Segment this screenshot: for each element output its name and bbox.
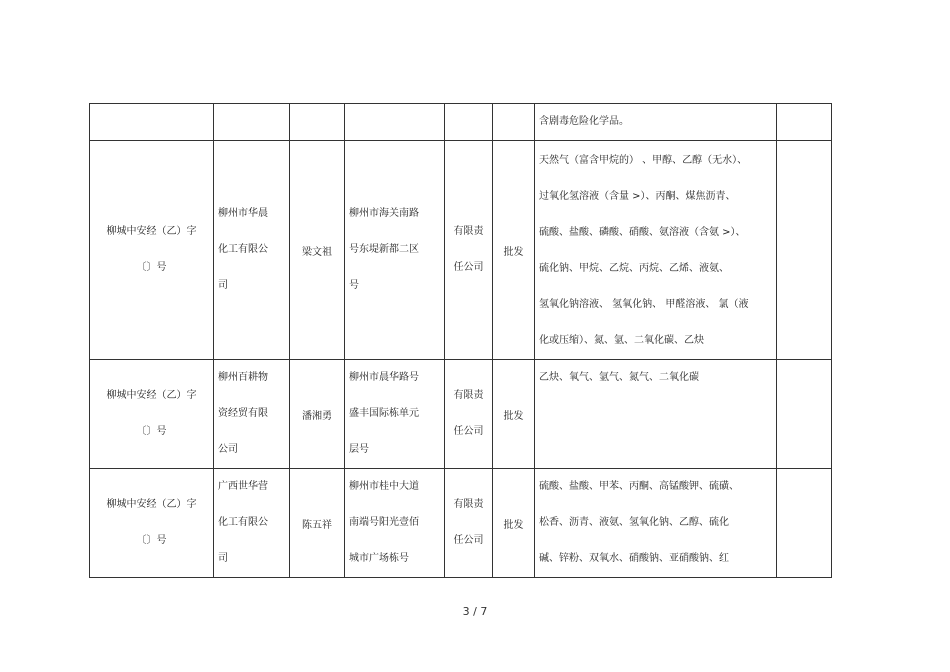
address-cell-line: 盛丰国际栋单元 bbox=[349, 408, 419, 419]
enterprise-type-cell bbox=[445, 141, 493, 360]
remark-cell bbox=[777, 469, 832, 578]
company-name-cell-line: 公司 bbox=[218, 444, 238, 455]
enterprise-type-cell-line: 任公司 bbox=[453, 535, 484, 546]
enterprise-type-cell bbox=[445, 104, 493, 141]
remark-cell bbox=[777, 104, 832, 141]
address-cell bbox=[345, 104, 445, 141]
company-name-cell bbox=[214, 469, 290, 578]
business-scope-cell-line: 硫酸、盐酸、磷酸、硝酸、氨溶液（含氨 >）、 bbox=[539, 227, 746, 238]
legal-person-cell: 潘湘勇 bbox=[290, 360, 345, 469]
enterprise-type-cell-line: 有限责 bbox=[453, 390, 484, 401]
address-cell-line: 号东堤新都二区 bbox=[349, 244, 419, 255]
address-cell-line: 层号 bbox=[349, 444, 369, 455]
business-scope-cell-line: 氢氧化钠溶液、 氢氧化钠、 甲醛溶液、 氯（液 bbox=[539, 299, 749, 310]
legal-person-cell: 陈五祥 bbox=[290, 469, 345, 578]
cert-number-cell-line: 〔〕号 bbox=[136, 535, 167, 546]
table-row bbox=[90, 360, 832, 469]
cert-number-cell-line: 〔〕号 bbox=[136, 262, 167, 273]
address-cell bbox=[345, 141, 445, 360]
business-scope-cell-line: 松香、沥青、液氨、氢氧化钠、乙醇、硫化 bbox=[539, 517, 729, 528]
table-row bbox=[90, 104, 832, 141]
cert-number-cell-line: 〔〕号 bbox=[136, 426, 167, 437]
address-cell-line: 柳州市晨华路号 bbox=[349, 372, 419, 383]
enterprise-type-cell-line: 任公司 bbox=[453, 262, 484, 273]
business-scope-cell bbox=[535, 104, 777, 141]
cert-number-cell-line: 柳城中安经（乙）字 bbox=[106, 499, 197, 510]
business-mode-cell: 批发 bbox=[493, 469, 535, 578]
business-scope-cell bbox=[535, 469, 777, 578]
business-scope-cell-line: 含剧毒危险化学品。 bbox=[539, 116, 629, 127]
cert-number-cell bbox=[90, 469, 214, 578]
business-mode-cell: 批发 bbox=[493, 141, 535, 360]
enterprise-type-cell-line: 任公司 bbox=[453, 426, 484, 437]
company-name-cell-line: 司 bbox=[218, 553, 228, 564]
business-scope-cell bbox=[535, 360, 777, 469]
remark-cell bbox=[777, 360, 832, 469]
enterprise-type-cell-line: 有限责 bbox=[453, 226, 484, 237]
address-cell-line: 南端号阳光壹佰 bbox=[349, 517, 419, 528]
legal-person-cell: 梁文祖 bbox=[290, 141, 345, 360]
address-cell bbox=[345, 469, 445, 578]
cert-number-cell bbox=[90, 104, 214, 141]
business-scope-cell-line: 天然气（富含甲烷的） 、甲醇、乙醇（无水）、 bbox=[539, 155, 748, 166]
legal-person-cell bbox=[290, 104, 345, 141]
address-cell bbox=[345, 360, 445, 469]
company-name-cell bbox=[214, 104, 290, 141]
company-name-cell-line: 化工有限公 bbox=[218, 244, 268, 255]
address-cell-line: 号 bbox=[349, 280, 359, 291]
address-cell-line: 柳州市桂中大道 bbox=[349, 481, 419, 492]
company-name-cell-line: 化工有限公 bbox=[218, 517, 268, 528]
company-name-cell-line: 司 bbox=[218, 280, 228, 291]
company-name-cell-line: 柳州百耕物 bbox=[218, 372, 268, 383]
enterprise-type-cell bbox=[445, 360, 493, 469]
remark-cell bbox=[777, 141, 832, 360]
enterprise-type-cell bbox=[445, 469, 493, 578]
cert-number-cell-line: 柳城中安经（乙）字 bbox=[106, 226, 197, 237]
address-cell-line: 柳州市海关南路 bbox=[349, 208, 419, 219]
company-name-cell-line: 广西世华营 bbox=[218, 481, 268, 492]
cert-number-cell bbox=[90, 360, 214, 469]
business-scope-cell-line: 碱、锌粉、双氧水、硝酸钠、亚硝酸钠、红 bbox=[539, 553, 729, 564]
table-row bbox=[90, 141, 832, 360]
cert-number-cell bbox=[90, 141, 214, 360]
company-name-cell bbox=[214, 360, 290, 469]
company-name-cell-line: 柳州市华晨 bbox=[218, 208, 268, 219]
company-name-cell-line: 资经贸有限 bbox=[218, 408, 268, 419]
table-row bbox=[90, 469, 832, 578]
business-scope-cell-line: 硫化钠、甲烷、乙烷、丙烷、乙烯、液氨、 bbox=[539, 263, 729, 274]
business-scope-cell bbox=[535, 141, 777, 360]
business-scope-cell-line: 过氧化氢溶液（含量 >）、丙酮、煤焦沥青、 bbox=[539, 191, 736, 202]
business-scope-cell-line: 化或压缩）、氮、氩、二氧化碳、乙炔 bbox=[539, 335, 704, 346]
company-name-cell bbox=[214, 141, 290, 360]
business-scope-cell-line: 乙炔、氧气、氩气、氮气、二氧化碳 bbox=[539, 372, 699, 383]
page-number: 3 / 7 bbox=[462, 605, 488, 618]
address-cell-line: 城市广场栋号 bbox=[349, 553, 409, 564]
business-mode-cell: 批发 bbox=[493, 360, 535, 469]
business-scope-cell-line: 硫酸、盐酸、甲苯、丙酮、高锰酸钾、硫磺、 bbox=[539, 481, 739, 492]
cert-number-cell-line: 柳城中安经（乙）字 bbox=[106, 390, 197, 401]
permit-table bbox=[89, 103, 832, 578]
enterprise-type-cell-line: 有限责 bbox=[453, 499, 484, 510]
business-mode-cell bbox=[493, 104, 535, 141]
